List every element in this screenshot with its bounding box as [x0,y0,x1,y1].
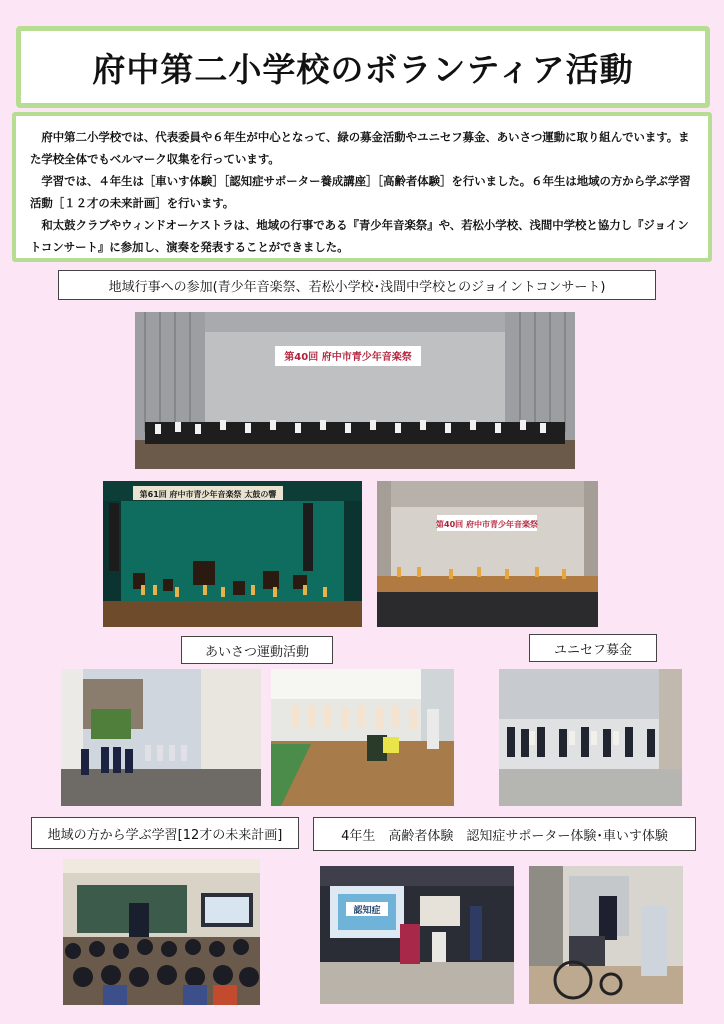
intro-text-box [12,112,712,262]
dementia-screen-text: 認知症 [353,906,381,916]
photo-greeting-outdoor [61,669,261,806]
photo-greeting-indoor [271,669,454,806]
photo-unicef [499,669,682,806]
intro-paragraph-1: 府中第二小学校では、代表委員や６年生が中心となって、緑の募金活動やユニセフ募金、あいさつ運動に取り組んでいます。また学校全体でもベルマーク収集を行っています。 [30,130,690,166]
caption-learning-from-community: 地域の方から学ぶ学習[12才の未来計画] [31,817,299,849]
page-title: 府中第二小学校のボランティア活動 [92,49,634,89]
caption-greeting-campaign: あいさつ運動活動 [181,636,333,664]
photo-wheelchair-experience [529,866,683,1004]
caption-unicef: ユニセフ募金 [529,634,657,662]
photo-taiko-wide [377,481,598,627]
title-banner [16,26,710,108]
orchestra-banner-text: 第40回 府中市青少年音楽祭 [284,352,412,363]
photo-dementia-supporter [320,866,514,1004]
caption-community-events: 地域行事への参加(青少年音楽祭、若松小学校･浅間中学校とのジョイントコンサート) [58,270,656,300]
photo-taiko-performance [103,481,362,627]
intro-paragraph-2: 学習では、４年生は［車いす体験］［認知症サポーター養成講座］［高齢者体験］を行いました。６年生は地域の方から学ぶ学習活動［１２才の未来計画］を行います。 [30,174,691,210]
photo-orchestra [135,312,575,469]
caption-grade4-experience: 4年生 高齢者体験 認知症サポーター体験･車いす体験 [313,817,696,851]
photo-classroom-lecture [63,859,260,1005]
taiko-banner-text: 第61回 府中市青少年音楽祭 太鼓の響 [139,490,277,499]
taiko2-banner-text: 第40回 府中市青少年音楽祭 [436,520,538,529]
intro-paragraph-3: 和太鼓クラブやウィンドオーケストラは、地域の行事である『青少年音楽祭』や、若松小学校、浅間中学校と協力し『ジョイントコンサート』に参加し、演奏を発表することができました。 [30,218,689,254]
